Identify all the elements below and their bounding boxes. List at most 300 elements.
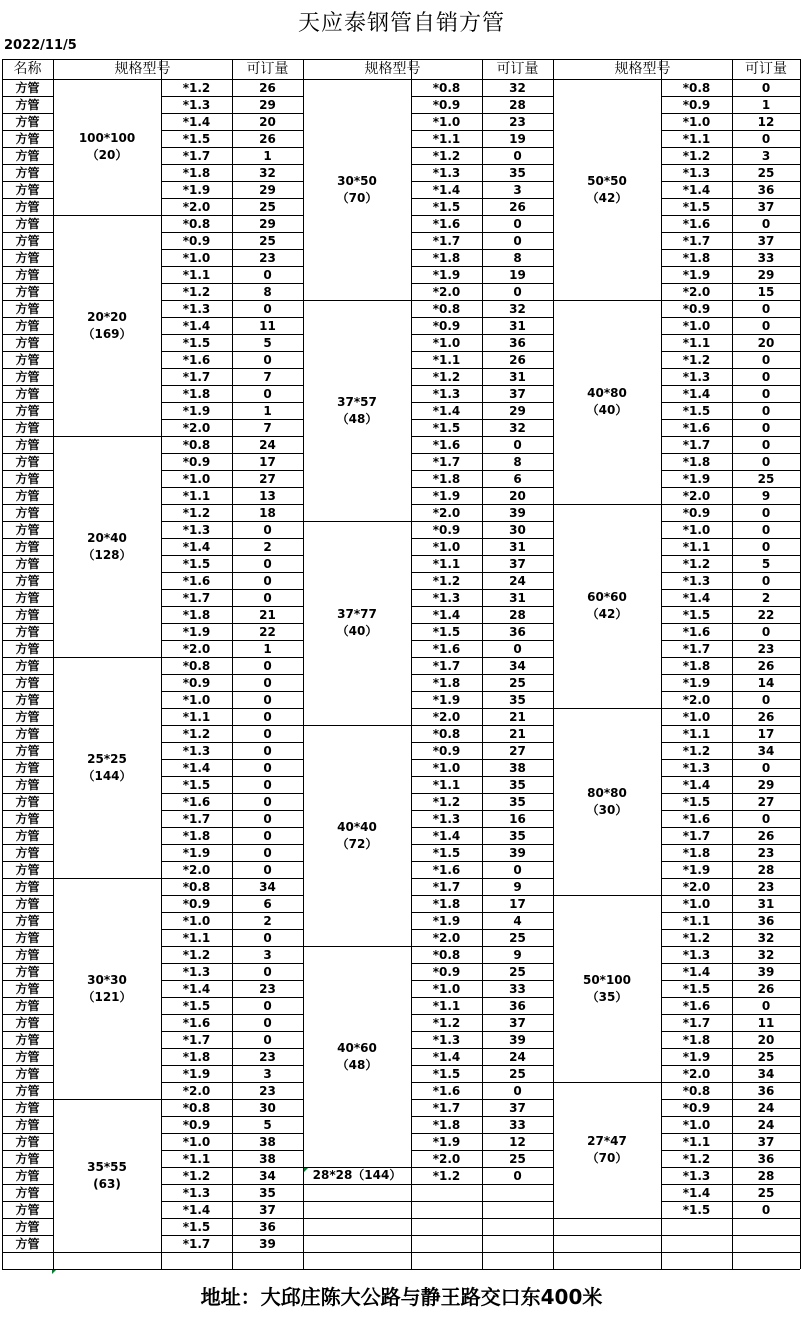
thickness-value: *1.8 <box>182 386 211 401</box>
row-name: 方管 <box>15 1032 40 1047</box>
thickness-value: *1.6 <box>682 624 711 639</box>
quantity-value: 0 <box>761 539 771 554</box>
row-name: 方管 <box>15 454 40 469</box>
row-name: 方管 <box>15 386 40 401</box>
header-spec: 规格型号 <box>614 61 671 77</box>
quantity-value: 38 <box>259 1134 276 1149</box>
thickness-value: *1.9 <box>182 182 211 197</box>
quantity-value: 0 <box>263 1032 272 1047</box>
spec-size: 80*80 <box>587 785 627 800</box>
thickness-value: *1.4 <box>182 539 211 554</box>
quantity-value: 0 <box>761 420 771 435</box>
quantity-value: 31 <box>509 539 526 554</box>
quantity-value: 0 <box>263 522 272 537</box>
thickness-value: *1.0 <box>682 709 711 724</box>
quantity-value: 23 <box>259 981 276 996</box>
thickness-value: *1.1 <box>182 709 211 724</box>
thickness-value: *2.0 <box>432 284 461 299</box>
quantity-value: 0 <box>513 1168 522 1183</box>
thickness-value: *1.7 <box>182 590 211 605</box>
quantity-value: 34 <box>259 879 276 894</box>
thickness-value: *1.6 <box>182 352 211 367</box>
thickness-value: *0.8 <box>182 879 211 894</box>
thickness-value: *1.0 <box>182 1134 211 1149</box>
row-name: 方管 <box>15 692 40 707</box>
quantity-value: 36 <box>509 335 526 350</box>
thickness-value: *1.3 <box>432 590 461 605</box>
thickness-value: *1.5 <box>432 624 461 639</box>
quantity-value: 24 <box>757 1100 775 1115</box>
row-name: 方管 <box>15 267 40 282</box>
quantity-value: 23 <box>757 879 775 894</box>
thickness-value: *1.7 <box>432 1100 461 1115</box>
thickness-value: *1.9 <box>432 913 461 928</box>
quantity-value: 0 <box>761 216 771 231</box>
thickness-value: *1.9 <box>682 675 711 690</box>
spec-size: 37*77 <box>337 607 377 621</box>
quantity-value: 0 <box>263 675 272 690</box>
quantity-value: 29 <box>259 97 276 112</box>
thickness-value: *1.1 <box>682 335 711 350</box>
thickness-value: *0.9 <box>432 964 461 979</box>
thickness-value: *1.6 <box>682 998 711 1013</box>
thickness-value: *1.8 <box>432 1117 461 1132</box>
spec-cell <box>303 1167 411 1184</box>
spec-size: 37*57 <box>337 394 377 409</box>
row-name: 方管 <box>15 641 40 656</box>
quantity-value: 32 <box>509 301 526 316</box>
grid-line <box>2 1269 800 1270</box>
quantity-value: 25 <box>259 199 276 214</box>
thickness-value: *1.4 <box>182 981 211 996</box>
quantity-value: 27 <box>509 743 526 758</box>
quantity-value: 7 <box>263 369 272 384</box>
row-name: 方管 <box>15 369 40 384</box>
quantity-value: 5 <box>761 556 771 571</box>
spec-count: （30） <box>586 802 628 817</box>
thickness-value: *1.1 <box>432 131 461 146</box>
thickness-value: *0.8 <box>432 80 461 95</box>
row-name: 方管 <box>15 80 40 95</box>
quantity-value: 21 <box>509 726 526 741</box>
spec-cell <box>553 895 661 1082</box>
thickness-value: *1.0 <box>182 692 211 707</box>
address-footer: 地址：大邱庄陈大公路与静王路交口东400米 <box>200 1285 603 1309</box>
row-name: 方管 <box>15 131 40 146</box>
thickness-value: *0.9 <box>432 318 461 333</box>
grid-line <box>411 1184 553 1185</box>
thickness-value: *1.8 <box>432 471 461 486</box>
spec-cell <box>53 878 161 1099</box>
quantity-value: 0 <box>263 267 272 282</box>
thickness-value: *1.6 <box>432 641 461 656</box>
thickness-value: *1.6 <box>182 573 211 588</box>
quantity-value: 37 <box>757 233 775 248</box>
thickness-value: *1.6 <box>682 216 711 231</box>
row-name: 方管 <box>15 624 40 639</box>
thickness-value: *1.9 <box>432 488 461 503</box>
quantity-value: 25 <box>259 233 276 248</box>
thickness-value: *1.2 <box>682 352 711 367</box>
thickness-value: *1.3 <box>682 369 711 384</box>
thickness-value: *1.6 <box>432 862 461 877</box>
thickness-value: *1.3 <box>182 964 211 979</box>
row-name: 方管 <box>15 488 40 503</box>
quantity-value: 5 <box>263 335 272 350</box>
thickness-value: *1.8 <box>182 828 211 843</box>
quantity-value: 8 <box>263 284 272 299</box>
row-name: 方管 <box>15 709 40 724</box>
thickness-value: *1.7 <box>682 233 711 248</box>
spec-cell <box>553 504 661 708</box>
quantity-value: 25 <box>509 675 526 690</box>
thickness-value: *1.3 <box>682 947 711 962</box>
quantity-value: 0 <box>513 862 522 877</box>
thickness-value: *1.8 <box>182 607 211 622</box>
thickness-value: *0.9 <box>182 1117 211 1132</box>
spec-count: （40） <box>336 624 378 638</box>
quantity-value: 20 <box>757 1032 775 1047</box>
quantity-value: 21 <box>259 607 276 622</box>
thickness-value: *1.6 <box>182 1015 211 1030</box>
spec-count: （48） <box>336 1057 378 1072</box>
thickness-value: *0.9 <box>182 233 211 248</box>
thickness-value: *1.0 <box>682 1117 711 1132</box>
quantity-value: 30 <box>259 1100 276 1115</box>
quantity-value: 23 <box>509 114 526 129</box>
quantity-value: 22 <box>259 624 276 639</box>
quantity-value: 0 <box>263 828 272 843</box>
thickness-value: *1.4 <box>432 828 461 843</box>
row-name: 方管 <box>15 420 40 435</box>
quantity-value: 32 <box>757 947 775 962</box>
thickness-value: *1.2 <box>182 505 211 520</box>
grid-line <box>303 1252 553 1253</box>
grid-line <box>161 1252 303 1253</box>
quantity-value: 25 <box>509 1066 526 1081</box>
quantity-value: 17 <box>509 896 526 911</box>
thickness-value: *1.2 <box>432 369 461 384</box>
thickness-value: *1.2 <box>432 1015 461 1030</box>
thickness-value: *1.5 <box>682 403 711 418</box>
spec-count: （40） <box>586 403 628 417</box>
thickness-value: *1.1 <box>182 930 211 945</box>
quantity-value: 0 <box>761 505 771 520</box>
thickness-value: *1.4 <box>682 964 711 979</box>
quantity-value: 11 <box>757 1015 775 1030</box>
quantity-value: 35 <box>259 1185 276 1200</box>
spec-cell <box>53 436 161 657</box>
thickness-value: *1.4 <box>682 777 711 792</box>
quantity-value: 0 <box>263 709 272 724</box>
spec-count: （48） <box>336 411 378 426</box>
thickness-value: *1.6 <box>682 811 711 826</box>
quantity-value: 0 <box>761 80 771 95</box>
row-name: 方管 <box>15 913 40 928</box>
grid-line <box>303 1184 411 1185</box>
thickness-value: *0.9 <box>182 675 211 690</box>
quantity-value: 3 <box>761 148 771 163</box>
spec-size: 40*80 <box>587 386 627 400</box>
quantity-value: 37 <box>509 1015 526 1030</box>
row-name: 方管 <box>15 760 40 775</box>
quantity-value: 31 <box>757 896 775 911</box>
quantity-value: 25 <box>757 165 775 180</box>
spec-count: （20） <box>86 148 128 162</box>
quantity-value: 0 <box>263 743 272 758</box>
row-name: 方管 <box>15 505 40 520</box>
spec-count: （42） <box>586 607 628 621</box>
thickness-value: *1.0 <box>432 539 461 554</box>
row-name: 方管 <box>15 573 40 588</box>
thickness-value: *2.0 <box>432 1151 461 1166</box>
quantity-value: 28 <box>509 607 526 622</box>
header-qty: 可订量 <box>246 61 289 77</box>
spec-size: 25*25 <box>87 751 127 766</box>
quantity-value: 4 <box>513 913 522 928</box>
quantity-value: 36 <box>757 1151 775 1166</box>
quantity-value: 38 <box>259 1151 276 1166</box>
thickness-value: *1.2 <box>182 726 211 741</box>
thickness-value: *0.9 <box>432 97 461 112</box>
thickness-value: *1.2 <box>682 930 711 945</box>
row-name: 方管 <box>15 148 40 163</box>
quantity-value: 25 <box>509 930 526 945</box>
thickness-value: *1.3 <box>682 760 711 775</box>
quantity-value: 37 <box>509 386 526 401</box>
thickness-value: *1.8 <box>432 896 461 911</box>
thickness-value: *1.5 <box>432 420 461 435</box>
quantity-value: 0 <box>263 794 272 809</box>
grid-line <box>553 1235 800 1236</box>
thickness-value: *1.4 <box>432 1049 461 1064</box>
quantity-value: 0 <box>263 386 272 401</box>
spec-count: （128） <box>82 547 132 562</box>
header-qty: 可订量 <box>496 61 539 77</box>
thickness-value: *0.9 <box>682 505 711 520</box>
thickness-value: *0.9 <box>682 97 711 112</box>
thickness-value: *1.9 <box>182 624 211 639</box>
row-name: 方管 <box>15 114 40 129</box>
thickness-value: *1.2 <box>182 1168 211 1183</box>
thickness-value: *1.2 <box>682 743 711 758</box>
quantity-value: 0 <box>263 998 272 1013</box>
row-name: 方管 <box>15 1083 40 1098</box>
thickness-value: *1.2 <box>432 1168 461 1183</box>
row-name: 方管 <box>15 1100 40 1115</box>
header-spec: 规格型号 <box>364 61 421 77</box>
row-name: 方管 <box>15 675 40 690</box>
thickness-value: *1.4 <box>182 1202 211 1217</box>
thickness-value: *1.8 <box>682 454 711 469</box>
quantity-value: 24 <box>509 573 526 588</box>
quantity-value: 28 <box>509 97 526 112</box>
thickness-value: *1.2 <box>432 573 461 588</box>
thickness-value: *1.3 <box>182 301 211 316</box>
quantity-value: 35 <box>509 828 526 843</box>
row-name: 方管 <box>15 947 40 962</box>
thickness-value: *1.0 <box>182 471 211 486</box>
quantity-value: 29 <box>757 267 775 282</box>
row-name: 方管 <box>15 1117 40 1132</box>
quantity-value: 8 <box>513 250 522 265</box>
quantity-value: 0 <box>263 556 272 571</box>
date-label: 2022/11/5 <box>4 38 77 53</box>
thickness-value: *1.8 <box>432 675 461 690</box>
row-name: 方管 <box>15 97 40 112</box>
row-name: 方管 <box>15 165 40 180</box>
thickness-value: *1.1 <box>432 777 461 792</box>
row-name: 方管 <box>15 437 40 452</box>
row-name: 方管 <box>15 964 40 979</box>
grid-line <box>303 1235 553 1236</box>
row-name: 方管 <box>15 879 40 894</box>
quantity-value: 23 <box>259 1049 276 1064</box>
thickness-value: *2.0 <box>432 505 461 520</box>
cell-marker-icon <box>52 1270 56 1274</box>
row-name: 方管 <box>15 1015 40 1030</box>
quantity-value: 26 <box>757 658 775 673</box>
thickness-value: *1.3 <box>182 1185 211 1200</box>
quantity-value: 0 <box>263 726 272 741</box>
thickness-value: *1.0 <box>182 250 211 265</box>
thickness-value: *1.5 <box>182 998 211 1013</box>
spec-cell <box>303 300 411 521</box>
spec-size: 20*40 <box>87 530 127 545</box>
thickness-value: *1.3 <box>432 1032 461 1047</box>
thickness-value: *1.1 <box>182 488 211 503</box>
thickness-value: *1.4 <box>182 318 211 333</box>
quantity-value: 3 <box>513 182 522 197</box>
quantity-value: 29 <box>509 403 526 418</box>
quantity-value: 13 <box>259 488 276 503</box>
spec-size: 60*60 <box>587 590 627 604</box>
row-name: 方管 <box>15 777 40 792</box>
thickness-value: *1.9 <box>182 845 211 860</box>
grid-line <box>303 1201 553 1202</box>
thickness-value: *1.3 <box>682 165 711 180</box>
thickness-value: *1.1 <box>682 726 711 741</box>
thickness-value: *1.4 <box>432 607 461 622</box>
quantity-value: 11 <box>259 318 276 333</box>
row-name: 方管 <box>15 199 40 214</box>
thickness-value: *2.0 <box>182 199 211 214</box>
quantity-value: 35 <box>509 777 526 792</box>
thickness-value: *1.7 <box>682 1015 711 1030</box>
thickness-value: *1.7 <box>682 641 711 656</box>
quantity-value: 1 <box>263 641 272 656</box>
thickness-value: *0.8 <box>432 301 461 316</box>
quantity-value: 12 <box>509 1134 526 1149</box>
quantity-value: 0 <box>263 590 272 605</box>
row-name: 方管 <box>15 250 40 265</box>
grid-line <box>553 1252 800 1253</box>
quantity-value: 20 <box>259 114 276 129</box>
row-name: 方管 <box>15 335 40 350</box>
quantity-value: 26 <box>259 80 276 95</box>
quantity-value: 31 <box>509 369 526 384</box>
quantity-value: 29 <box>757 777 775 792</box>
quantity-value: 28 <box>757 1168 775 1183</box>
quantity-value: 36 <box>509 998 526 1013</box>
spec-cell <box>53 1099 161 1252</box>
thickness-value: *1.8 <box>182 165 211 180</box>
thickness-value: *0.8 <box>182 1100 211 1115</box>
thickness-value: *1.2 <box>432 794 461 809</box>
quantity-value: 37 <box>509 556 526 571</box>
thickness-value: *1.7 <box>182 148 211 163</box>
quantity-value: 26 <box>509 352 526 367</box>
thickness-value: *1.8 <box>682 845 711 860</box>
quantity-value: 32 <box>757 930 775 945</box>
thickness-value: *2.0 <box>182 1083 211 1098</box>
row-name: 方管 <box>15 658 40 673</box>
thickness-value: *1.7 <box>432 454 461 469</box>
thickness-value: *1.3 <box>682 1168 711 1183</box>
spec-size: 100*100 <box>78 131 136 145</box>
row-name: 方管 <box>15 1066 40 1081</box>
quantity-value: 0 <box>761 352 771 367</box>
quantity-value: 37 <box>509 1100 526 1115</box>
thickness-value: *1.9 <box>432 692 461 707</box>
quantity-value: 1 <box>263 148 272 163</box>
thickness-value: *1.9 <box>682 267 711 282</box>
thickness-value: *1.6 <box>432 437 461 452</box>
spec-size: 50*100 <box>582 972 632 987</box>
thickness-value: *1.7 <box>182 369 211 384</box>
spec-count: （72） <box>336 836 378 851</box>
quantity-value: 25 <box>757 1185 775 1200</box>
thickness-value: *0.9 <box>182 896 211 911</box>
quantity-value: 0 <box>263 760 272 775</box>
thickness-value: *2.0 <box>682 488 711 503</box>
quantity-value: 6 <box>263 896 272 911</box>
quantity-value: 34 <box>757 743 775 758</box>
thickness-value: *1.9 <box>682 862 711 877</box>
row-name: 方管 <box>15 539 40 554</box>
quantity-value: 32 <box>509 420 526 435</box>
quantity-value: 36 <box>757 913 775 928</box>
quantity-value: 34 <box>509 658 526 673</box>
thickness-value: *1.1 <box>682 539 711 554</box>
quantity-value: 26 <box>757 828 775 843</box>
spec-size: 28*28（144） <box>312 1168 402 1182</box>
thickness-value: *1.8 <box>682 658 711 673</box>
spec-cell <box>553 79 661 300</box>
quantity-value: 22 <box>757 607 775 622</box>
thickness-value: *1.4 <box>682 1185 711 1200</box>
quantity-value: 0 <box>513 641 522 656</box>
row-name: 方管 <box>15 811 40 826</box>
spec-count: （70） <box>336 190 378 205</box>
quantity-value: 0 <box>513 233 522 248</box>
thickness-value: *1.5 <box>432 1066 461 1081</box>
thickness-value: *0.9 <box>432 743 461 758</box>
grid-line <box>553 1218 661 1219</box>
quantity-value: 33 <box>509 981 526 996</box>
quantity-value: 1 <box>263 403 272 418</box>
quantity-value: 0 <box>761 403 771 418</box>
quantity-value: 25 <box>509 964 526 979</box>
thickness-value: *1.5 <box>682 794 711 809</box>
thickness-value: *1.5 <box>182 556 211 571</box>
quantity-value: 34 <box>757 1066 775 1081</box>
quantity-value: 24 <box>509 1049 526 1064</box>
quantity-value: 3 <box>263 947 272 962</box>
row-name: 方管 <box>15 318 40 333</box>
thickness-value: *1.1 <box>432 352 461 367</box>
thickness-value: *1.3 <box>432 811 461 826</box>
